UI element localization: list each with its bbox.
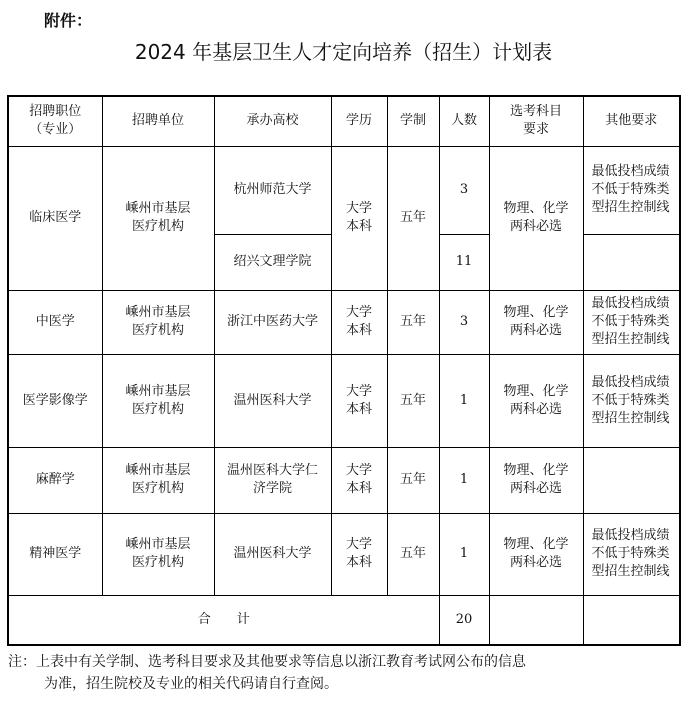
total-empty-subjects <box>489 595 583 645</box>
table-row <box>8 513 680 595</box>
cell-position: 中医学 <box>8 290 102 354</box>
cell-other: 最低投档成绩 不低于特殊类 型招生控制线 <box>583 513 680 595</box>
cell-position: 精神医学 <box>8 513 102 595</box>
cell-position: 麻醉学 <box>8 447 102 513</box>
cell-count: 11 <box>439 234 489 290</box>
cell-other: 最低投档成绩 不低于特殊类 型招生控制线 <box>583 290 680 354</box>
cell-subjects: 物理、化学 两科必选 <box>489 513 583 595</box>
attachment-label: 附件： <box>44 11 93 30</box>
cell-count: 1 <box>439 513 489 595</box>
cell-count: 3 <box>439 146 489 234</box>
cell-school: 温州医科大学仁 济学院 <box>214 447 331 513</box>
cell-degree: 大学 本科 <box>331 447 387 513</box>
cell-duration: 五年 <box>387 146 439 290</box>
header-count: 人数 <box>439 96 489 146</box>
cell-other: 最低投档成绩 不低于特殊类 型招生控制线 <box>583 354 680 447</box>
table-row <box>8 447 680 513</box>
footnote-line-1: 注：上表中有关学制、选考科目要求及其他要求等信息以浙江教育考试网公布的信息 <box>8 654 526 670</box>
footnote <box>8 651 683 695</box>
total-label: 合 计 <box>8 595 439 645</box>
footnote-line-2: 为准，招生院校及专业的相关代码请自行查阅。 <box>44 676 338 692</box>
header-subjects: 选考科目 要求 <box>489 96 583 146</box>
cell-subjects: 物理、化学 两科必选 <box>489 290 583 354</box>
cell-degree: 大学 本科 <box>331 290 387 354</box>
header-unit: 招聘单位 <box>102 96 214 146</box>
cell-degree: 大学 本科 <box>331 513 387 595</box>
header-degree: 学历 <box>331 96 387 146</box>
table-row <box>8 146 680 234</box>
cell-unit: 嵊州市基层 医疗机构 <box>102 354 214 447</box>
header-other: 其他要求 <box>583 96 680 146</box>
header-position: 招聘职位 （专业） <box>8 96 102 146</box>
table-row <box>8 290 680 354</box>
cell-degree: 大学 本科 <box>331 354 387 447</box>
table-header-row <box>8 96 680 146</box>
cell-school: 绍兴文理学院 <box>214 234 331 290</box>
cell-subjects: 物理、化学 两科必选 <box>489 447 583 513</box>
cell-position: 临床医学 <box>8 146 102 290</box>
total-row <box>8 595 680 645</box>
cell-unit: 嵊州市基层 医疗机构 <box>102 146 214 290</box>
cell-unit: 嵊州市基层 医疗机构 <box>102 447 214 513</box>
cell-unit: 嵊州市基层 医疗机构 <box>102 513 214 595</box>
cell-unit: 嵊州市基层 医疗机构 <box>102 290 214 354</box>
cell-position: 医学影像学 <box>8 354 102 447</box>
cell-school: 杭州师范大学 <box>214 146 331 234</box>
cell-count: 1 <box>439 354 489 447</box>
cell-duration: 五年 <box>387 354 439 447</box>
header-school: 承办高校 <box>214 96 331 146</box>
page-title: 2024 年基层卫生人才定向培养（招生）计划表 <box>134 40 553 64</box>
cell-degree: 大学 本科 <box>331 146 387 290</box>
total-count: 20 <box>439 595 489 645</box>
cell-other <box>583 447 680 513</box>
cell-count: 1 <box>439 447 489 513</box>
cell-other: 最低投档成绩 不低于特殊类 型招生控制线 <box>583 146 680 234</box>
cell-duration: 五年 <box>387 513 439 595</box>
header-duration: 学制 <box>387 96 439 146</box>
cell-subjects: 物理、化学 两科必选 <box>489 354 583 447</box>
table-row <box>8 354 680 447</box>
cell-subjects: 物理、化学 两科必选 <box>489 146 583 290</box>
cell-duration: 五年 <box>387 447 439 513</box>
cell-school: 浙江中医药大学 <box>214 290 331 354</box>
cell-duration: 五年 <box>387 290 439 354</box>
cell-school: 温州医科大学 <box>214 354 331 447</box>
cell-other-empty <box>583 234 680 290</box>
cell-count: 3 <box>439 290 489 354</box>
cell-school: 温州医科大学 <box>214 513 331 595</box>
total-empty-other <box>583 595 680 645</box>
plan-table <box>7 95 681 646</box>
